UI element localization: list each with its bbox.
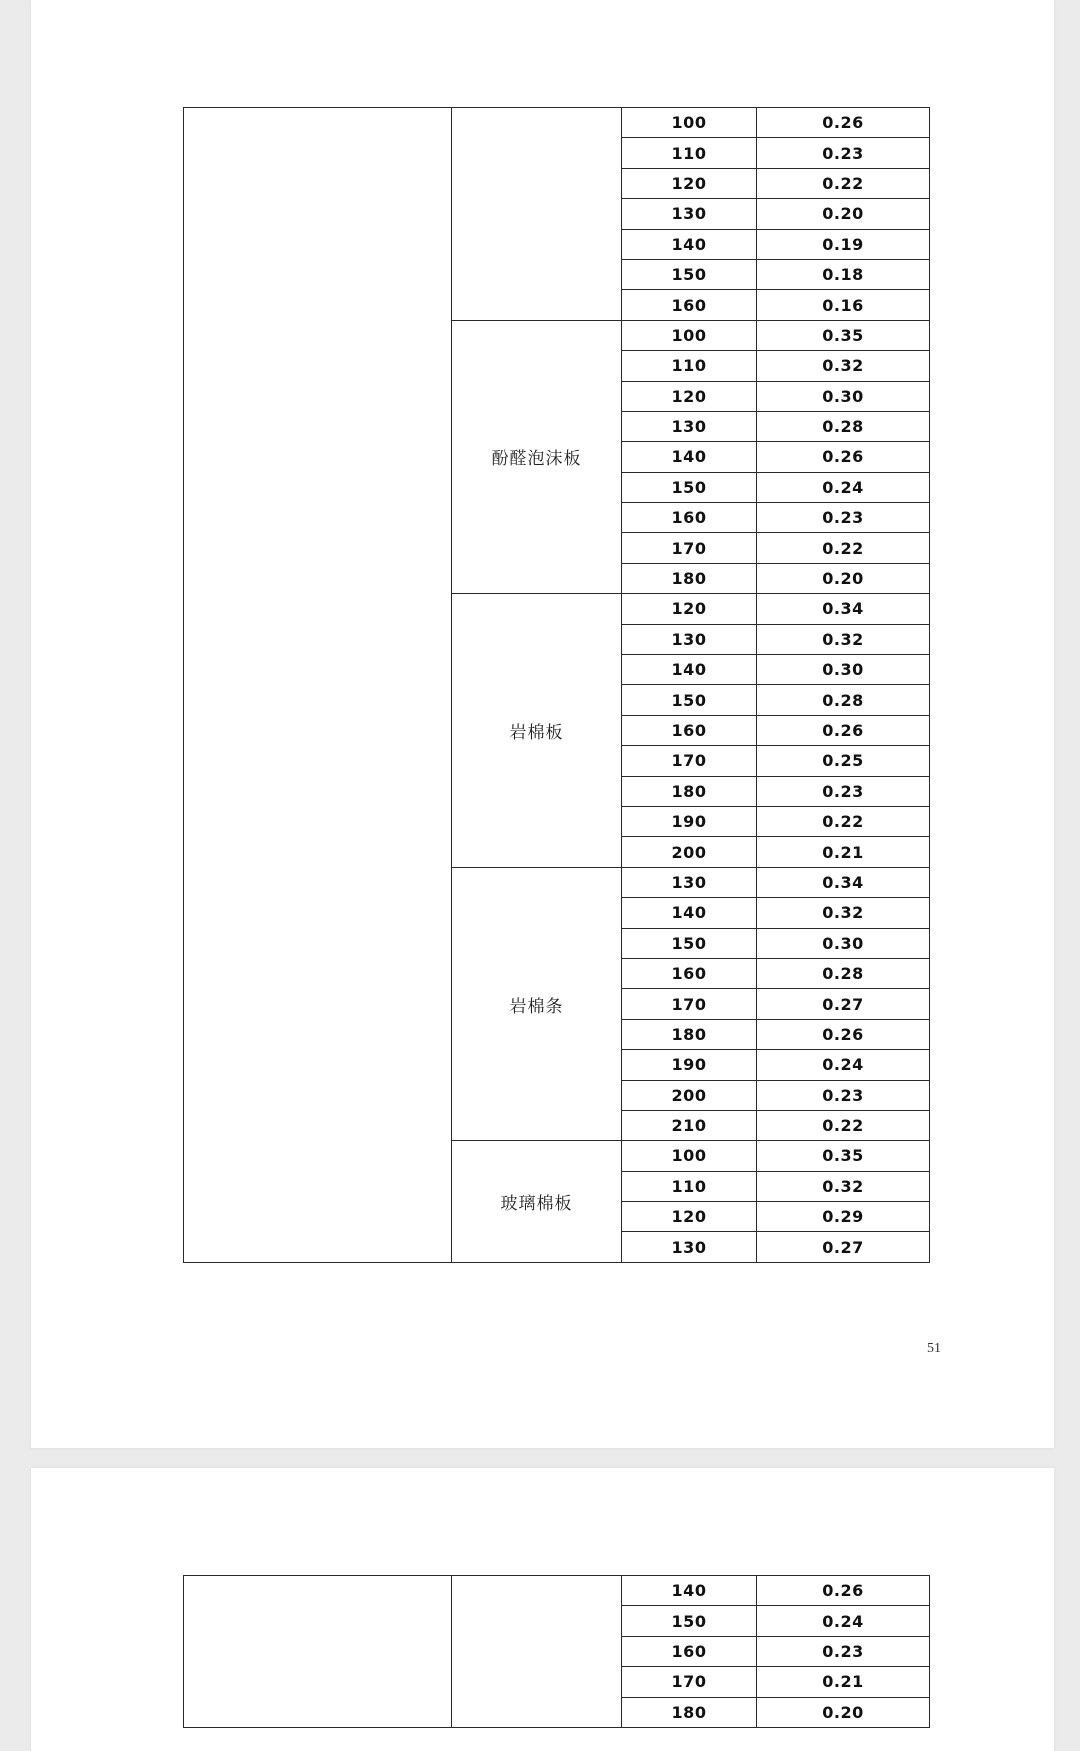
thickness-cell: 190 [622,1050,757,1080]
thickness-cell: 160 [622,503,757,533]
value-cell: 0.26 [757,1576,930,1606]
thickness-cell: 200 [622,1080,757,1110]
value-cell: 0.29 [757,1202,930,1232]
value-cell: 0.32 [757,898,930,928]
material-cell: 玻璃棉板 [452,1141,622,1263]
value-cell: 0.28 [757,958,930,988]
value-cell: 0.22 [757,1110,930,1140]
value-cell: 0.26 [757,108,930,138]
value-cell: 0.24 [757,1606,930,1636]
material-cell [452,1576,622,1728]
value-cell: 0.24 [757,1050,930,1080]
thickness-cell: 200 [622,837,757,867]
thickness-cell: 110 [622,1171,757,1201]
value-cell: 0.23 [757,503,930,533]
thickness-cell: 160 [622,1636,757,1666]
value-cell: 0.23 [757,138,930,168]
thickness-cell: 100 [622,108,757,138]
value-cell: 0.28 [757,685,930,715]
thickness-cell: 120 [622,381,757,411]
value-cell: 0.32 [757,624,930,654]
table-row [184,108,930,138]
material-cell: 岩棉板 [452,594,622,868]
thickness-cell: 160 [622,290,757,320]
value-cell: 0.35 [757,1141,930,1171]
material-cell [452,108,622,321]
thickness-cell: 140 [622,229,757,259]
thickness-cell: 130 [622,199,757,229]
thickness-cell: 100 [622,1141,757,1171]
value-cell: 0.22 [757,533,930,563]
value-cell: 0.26 [757,1019,930,1049]
value-cell: 0.30 [757,928,930,958]
material-cell: 岩棉条 [452,867,622,1141]
value-cell: 0.20 [757,1697,930,1727]
insulation-thickness-table-continued [183,1575,930,1728]
thickness-cell: 130 [622,411,757,441]
value-cell: 0.30 [757,381,930,411]
value-cell: 0.22 [757,806,930,836]
value-cell: 0.26 [757,442,930,472]
page-number: 51 [927,1341,941,1356]
thickness-cell: 170 [622,533,757,563]
thickness-cell: 130 [622,867,757,897]
thickness-cell: 170 [622,746,757,776]
thickness-cell: 150 [622,1606,757,1636]
thickness-cell: 100 [622,320,757,350]
thickness-cell: 120 [622,1202,757,1232]
thickness-cell: 150 [622,928,757,958]
thickness-cell: 170 [622,1667,757,1697]
thickness-cell: 180 [622,1697,757,1727]
value-cell: 0.21 [757,1667,930,1697]
thickness-cell: 140 [622,898,757,928]
value-cell: 0.20 [757,563,930,593]
thickness-cell: 130 [622,1232,757,1262]
thickness-cell: 180 [622,776,757,806]
value-cell: 0.24 [757,472,930,502]
value-cell: 0.26 [757,715,930,745]
thickness-cell: 150 [622,259,757,289]
thickness-cell: 120 [622,594,757,624]
value-cell: 0.34 [757,867,930,897]
document-page-51 [31,0,1054,1448]
thickness-cell: 210 [622,1110,757,1140]
thickness-cell: 140 [622,1576,757,1606]
value-cell: 0.16 [757,290,930,320]
value-cell: 0.32 [757,351,930,381]
thickness-cell: 180 [622,1019,757,1049]
value-cell: 0.18 [757,259,930,289]
thickness-cell: 150 [622,472,757,502]
value-cell: 0.23 [757,1636,930,1666]
thickness-cell: 180 [622,563,757,593]
thickness-cell: 160 [622,715,757,745]
value-cell: 0.25 [757,746,930,776]
value-cell: 0.34 [757,594,930,624]
category-cell [184,1576,452,1728]
thickness-cell: 150 [622,685,757,715]
thickness-cell: 110 [622,138,757,168]
value-cell: 0.27 [757,1232,930,1262]
value-cell: 0.19 [757,229,930,259]
value-cell: 0.28 [757,411,930,441]
thickness-cell: 140 [622,655,757,685]
document-page-52 [31,1468,1054,1751]
material-cell: 酚醛泡沫板 [452,320,622,594]
thickness-cell: 130 [622,624,757,654]
thickness-cell: 170 [622,989,757,1019]
thickness-cell: 190 [622,806,757,836]
value-cell: 0.23 [757,776,930,806]
value-cell: 0.27 [757,989,930,1019]
thickness-cell: 120 [622,168,757,198]
value-cell: 0.35 [757,320,930,350]
value-cell: 0.20 [757,199,930,229]
value-cell: 0.30 [757,655,930,685]
thickness-cell: 110 [622,351,757,381]
table-row [184,1576,930,1606]
thickness-cell: 160 [622,958,757,988]
value-cell: 0.22 [757,168,930,198]
insulation-thickness-table [183,107,930,1263]
thickness-cell: 140 [622,442,757,472]
category-cell [184,108,452,1263]
value-cell: 0.23 [757,1080,930,1110]
value-cell: 0.32 [757,1171,930,1201]
value-cell: 0.21 [757,837,930,867]
